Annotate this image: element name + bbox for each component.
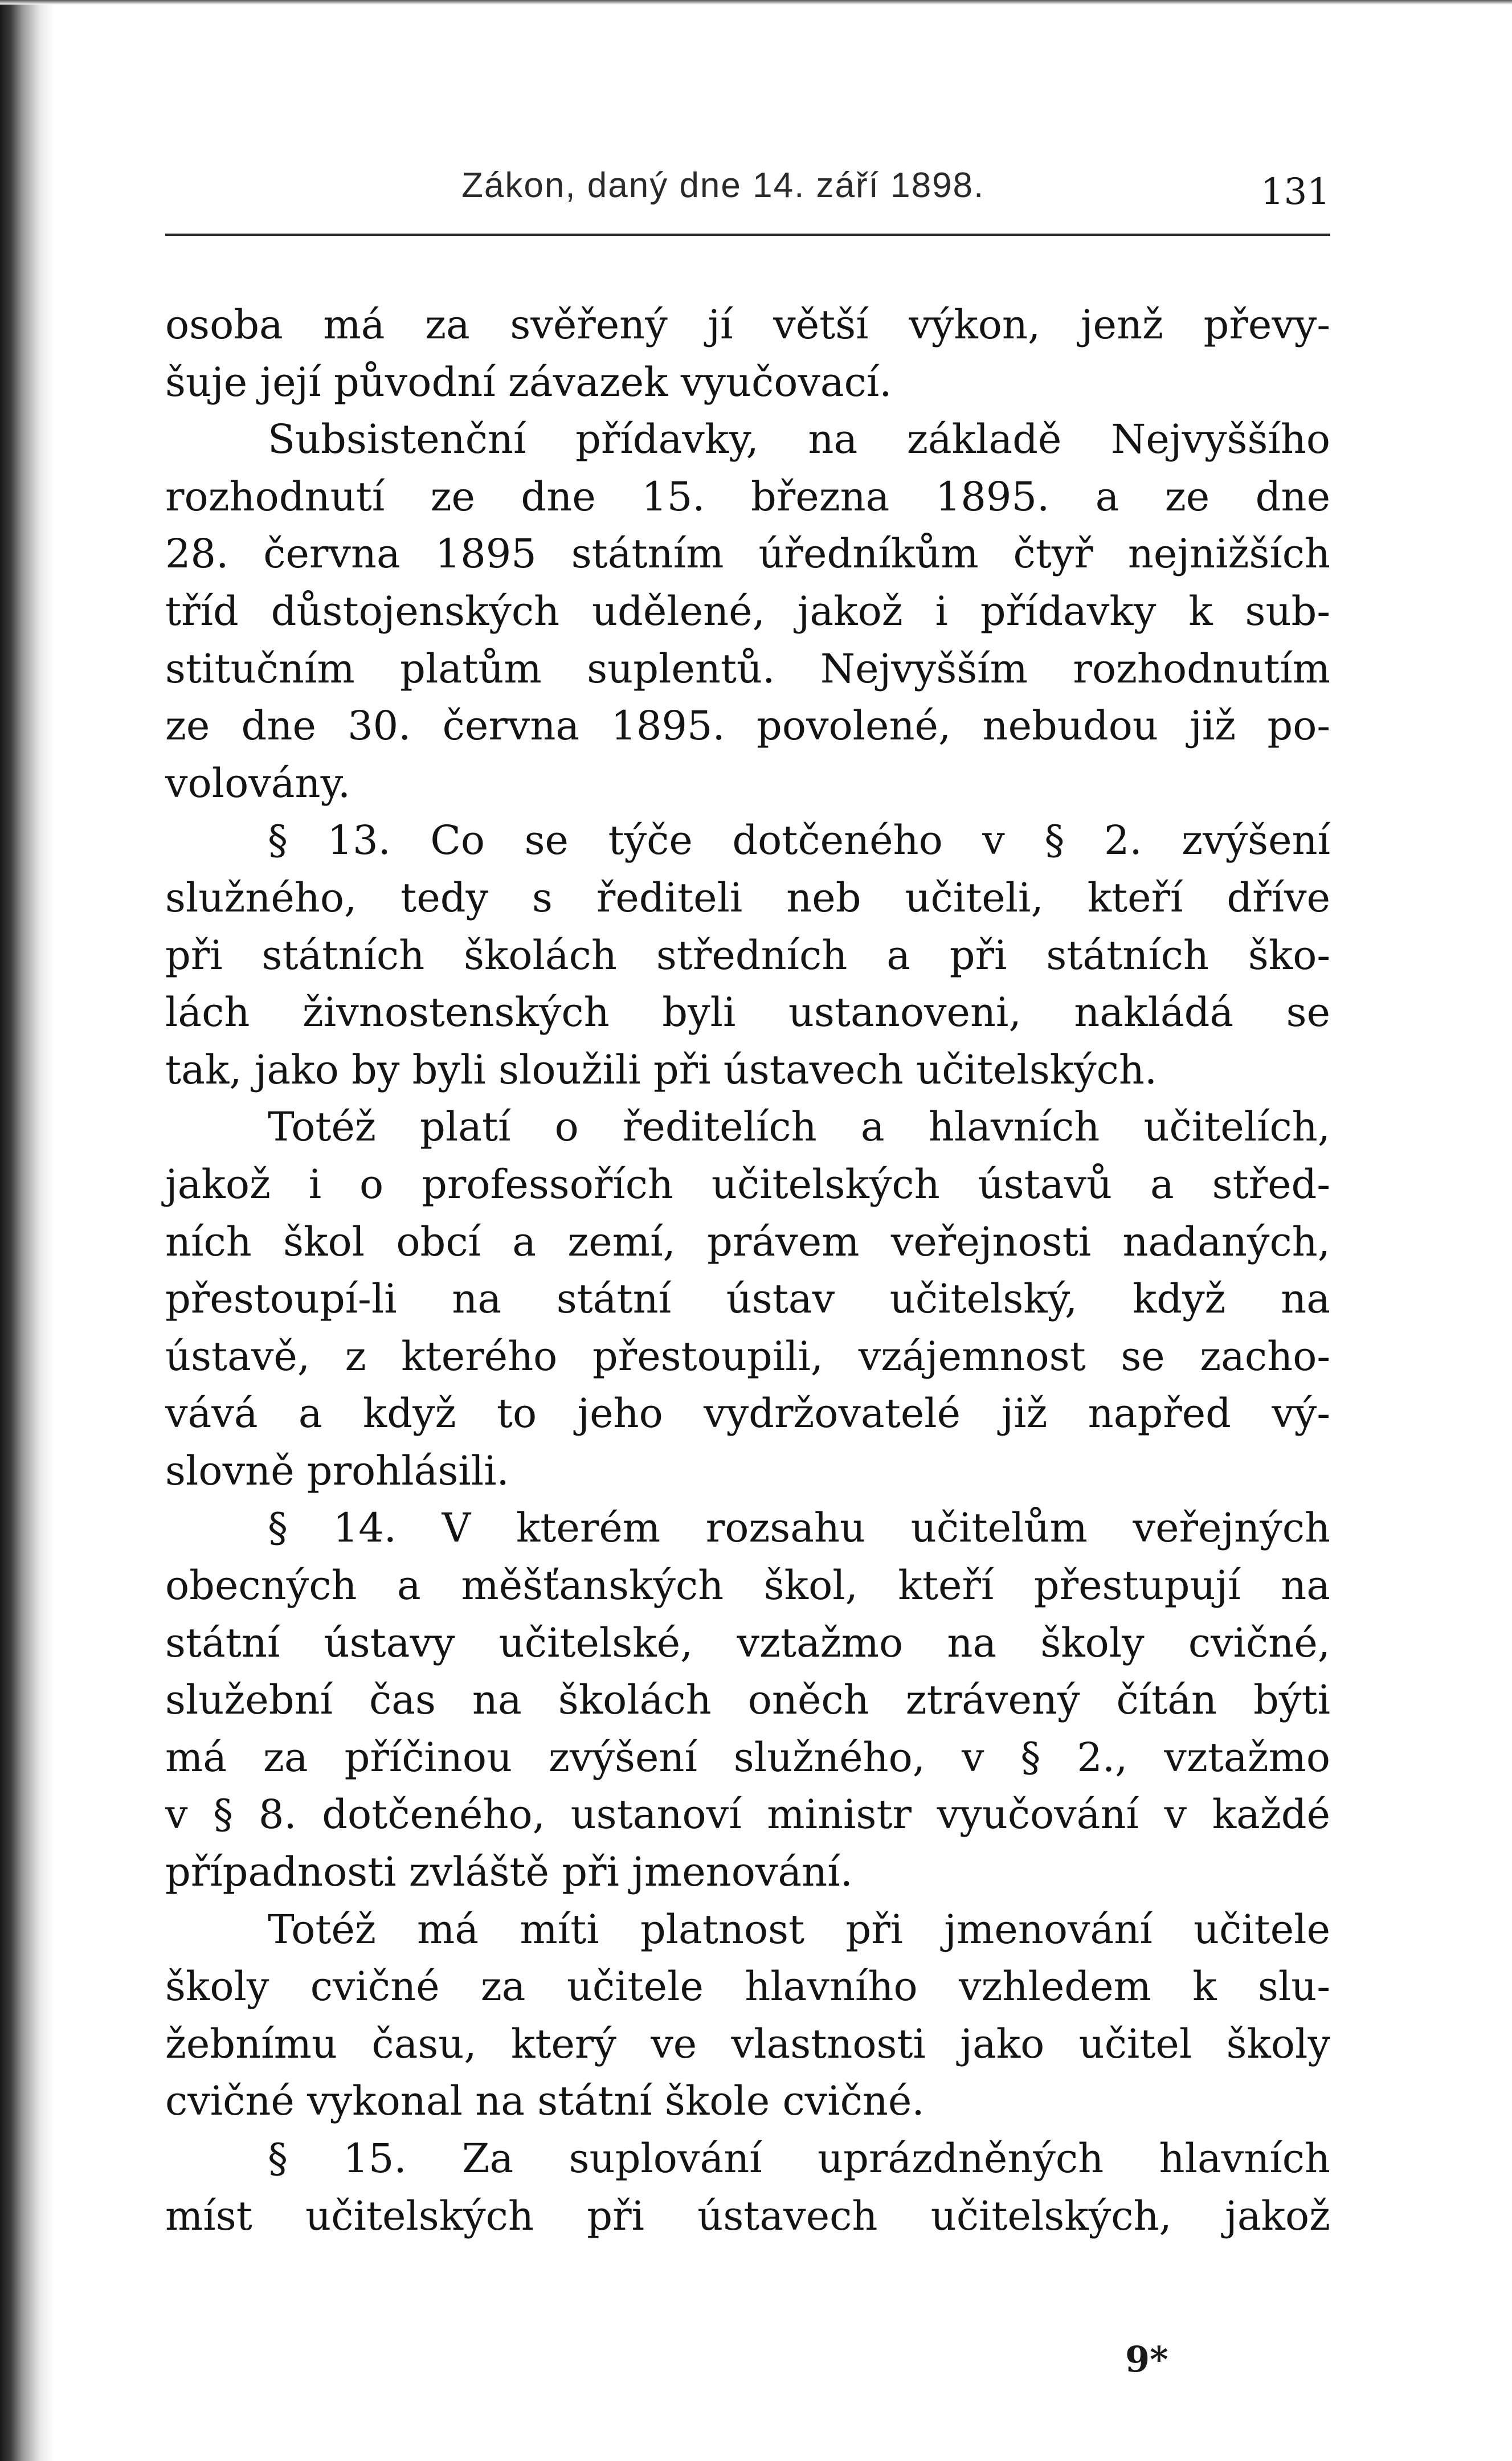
text-line: tříd důstojenských udělené, jakož i přídavky k sub- <box>165 587 1330 635</box>
text-line: ních škol obcí a zemí, právem veřejnosti nadaných, <box>165 1218 1330 1265</box>
running-title: Zákon, daný dne 14. září 1898. <box>461 166 985 205</box>
text-line: při státních školách středních a při státních ško- <box>165 931 1330 979</box>
text-line: míst učitelských při ústavech učitelských, jakož <box>165 2192 1330 2239</box>
text-line: osoba má za svěřený jí větší výkon, jenž převy- <box>165 301 1330 348</box>
text-line: služného, tedy s řediteli neb učiteli, kteří dříve <box>165 874 1330 921</box>
text-line: 28. června 1895 státním úředníkům čtyř nejnižších <box>165 530 1330 578</box>
text-line: tak, jako by byli sloužili při ústavech učitelských. <box>165 1046 1158 1093</box>
text-line: má za příčinou zvýšení služného, v § 2., vztažmo <box>165 1734 1330 1781</box>
text-line: služební čas na školách oněch ztrávený čítán býti <box>165 1677 1330 1724</box>
text-line: přestoupí-li na státní ústav učitelský, když na <box>165 1276 1330 1323</box>
text-line: cvičné vykonal na státní škole cvičné. <box>165 2078 925 2125</box>
text-line: ze dne 30. června 1895. povolené, nebudou již po- <box>165 702 1330 750</box>
body-text <box>165 296 1330 2245</box>
page-header <box>165 165 1330 216</box>
section-15-line: § 15. Za suplování uprázdněných hlavních <box>268 2135 1330 2182</box>
text-line: rozhodnutí ze dne 15. března 1895. a ze dne <box>165 473 1330 520</box>
section-14-line: § 14. V kterém rozsahu učitelům veřejných <box>268 1505 1330 1552</box>
text-line: státní ústavy učitelské, vztažmo na školy cvičné, <box>165 1619 1330 1666</box>
text-line: volovány. <box>165 759 351 807</box>
section-13-line: § 13. Co se týče dotčeného v § 2. zvýšení <box>268 817 1330 864</box>
text-line: lách živnostenských byli ustanoveni, nakládá se <box>165 989 1330 1036</box>
text-line: v § 8. dotčeného, ustanoví ministr vyučování v každé <box>165 1791 1330 1838</box>
text-line: slovně prohlásili. <box>165 1447 509 1494</box>
text-line: Subsistenční přídavky, na základě Nejvyššího <box>268 416 1330 463</box>
text-line: ústavě, z kterého přestoupili, vzájemnost se zacho- <box>165 1332 1330 1380</box>
binding-shadow <box>0 0 54 2461</box>
header-rule <box>165 234 1330 236</box>
text-line: školy cvičné za učitele hlavního vzhledem k slu- <box>165 1963 1330 2010</box>
page-number: 131 <box>1260 171 1330 213</box>
text-line: Totéž má míti platnost při jmenování učitele <box>268 1906 1330 1953</box>
text-line: šuje její původní závazek vyučovací. <box>165 358 892 406</box>
text-line: Totéž platí o ředitelích a hlavních učitelích, <box>268 1103 1330 1151</box>
text-line: žebnímu času, který ve vlastnosti jako učitel školy <box>165 2020 1330 2067</box>
text-line: vává a když to jeho vydržovatelé již napřed vý- <box>165 1390 1330 1437</box>
text-line: případnosti zvláště při jmenování. <box>165 1849 853 1896</box>
text-line: stitučním platům suplentů. Nejvyšším rozhodnutím <box>165 645 1330 692</box>
text-line: jakož i o professořích učitelských ústavů a střed- <box>165 1160 1330 1208</box>
signature-mark: 9* <box>1125 2339 1168 2380</box>
text-line: obecných a měšťanských škol, kteří přestupují na <box>165 1562 1330 1609</box>
top-edge-shadow <box>0 0 1512 5</box>
